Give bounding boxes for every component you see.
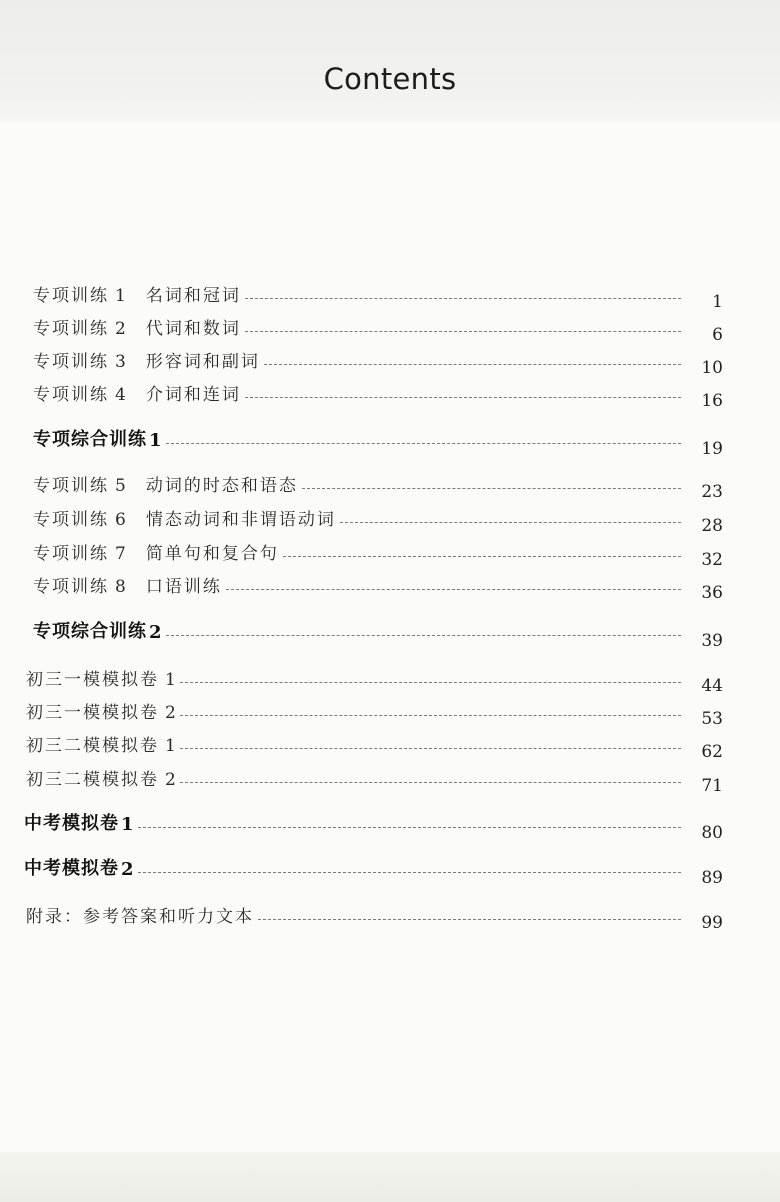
entry-section: 专项训练 bbox=[33, 476, 109, 496]
entry-section: 专项训练 bbox=[33, 352, 109, 372]
entry-number: 3 bbox=[115, 352, 126, 372]
entry-page: 44 bbox=[701, 676, 723, 696]
toc-entry-7[interactable] bbox=[33, 500, 723, 536]
dot-leader bbox=[166, 634, 681, 636]
toc-entry-13[interactable] bbox=[26, 726, 723, 762]
entry-section: 附录：参考答案和听力文本 bbox=[26, 907, 254, 927]
entry-section: 初三一模模拟卷 bbox=[26, 703, 159, 723]
toc-entry-9[interactable] bbox=[33, 567, 723, 603]
toc-entry-8[interactable] bbox=[33, 534, 723, 570]
entry-page: 1 bbox=[712, 292, 723, 312]
toc-entry-14[interactable] bbox=[26, 760, 723, 796]
entry-number: 7 bbox=[115, 544, 126, 564]
entry-page: 53 bbox=[701, 709, 723, 729]
entry-number: 2 bbox=[149, 622, 162, 643]
dot-leader bbox=[245, 297, 681, 299]
entry-number: 2 bbox=[115, 319, 126, 339]
entry-section: 中考模拟卷 bbox=[24, 813, 119, 834]
entry-topic: 介词和连词 bbox=[145, 385, 241, 405]
entry-page: 19 bbox=[701, 439, 723, 459]
entry-section: 专项训练 bbox=[33, 286, 109, 306]
entry-number: 6 bbox=[115, 510, 126, 530]
toc-entry-5[interactable] bbox=[33, 421, 723, 459]
dot-leader bbox=[245, 330, 681, 332]
entry-topic: 简单句和复合句 bbox=[145, 544, 279, 564]
dot-leader bbox=[138, 826, 681, 828]
entry-section: 初三一模模拟卷 bbox=[26, 670, 159, 690]
entry-number: 1 bbox=[165, 670, 176, 690]
entry-section: 专项训练 bbox=[33, 510, 109, 530]
entry-section: 专项训练 bbox=[33, 319, 109, 339]
entry-page: 36 bbox=[701, 583, 723, 603]
dot-leader bbox=[180, 714, 681, 716]
entry-number: 2 bbox=[165, 703, 176, 723]
entry-page: 39 bbox=[701, 631, 723, 651]
entry-number: 1 bbox=[115, 286, 126, 306]
entry-section: 专项训练 bbox=[33, 577, 109, 597]
entry-topic: 形容词和副词 bbox=[145, 352, 260, 372]
entry-section: 专项训练 bbox=[33, 544, 109, 564]
entry-page: 16 bbox=[701, 391, 723, 411]
entry-section: 专项综合训练 bbox=[33, 621, 147, 642]
toc-entry-17[interactable] bbox=[26, 897, 723, 933]
entry-topic: 动词的时态和语态 bbox=[145, 476, 298, 496]
entry-number: 8 bbox=[115, 577, 126, 597]
entry-page: 62 bbox=[701, 742, 723, 762]
entry-number: 1 bbox=[149, 430, 162, 451]
dot-leader bbox=[166, 442, 681, 444]
toc-entry-10[interactable] bbox=[33, 613, 723, 651]
dot-leader bbox=[302, 487, 681, 489]
entry-section: 初三二模模拟卷 bbox=[26, 736, 159, 756]
entry-page: 80 bbox=[701, 823, 723, 843]
entry-number: 4 bbox=[115, 385, 126, 405]
entry-page: 23 bbox=[701, 482, 723, 502]
entry-number: 2 bbox=[165, 770, 176, 790]
entry-number: 1 bbox=[121, 814, 134, 835]
dot-leader bbox=[258, 918, 681, 920]
dot-leader bbox=[138, 871, 681, 873]
entry-page: 71 bbox=[701, 776, 723, 796]
toc-entry-6[interactable] bbox=[33, 466, 723, 502]
dot-leader bbox=[283, 555, 681, 557]
dot-leader bbox=[264, 363, 681, 365]
entry-topic: 口语训练 bbox=[145, 577, 222, 597]
entry-page: 89 bbox=[701, 868, 723, 888]
toc-entry-3[interactable] bbox=[33, 342, 723, 378]
entry-topic: 代词和数词 bbox=[145, 319, 241, 339]
entry-page: 6 bbox=[712, 325, 723, 345]
entry-number: 2 bbox=[121, 859, 134, 880]
entry-section: 初三二模模拟卷 bbox=[26, 770, 159, 790]
entry-page: 10 bbox=[701, 358, 723, 378]
dot-leader bbox=[245, 396, 681, 398]
entry-number: 1 bbox=[165, 736, 176, 756]
entry-page: 99 bbox=[701, 913, 723, 933]
entry-page: 28 bbox=[701, 516, 723, 536]
toc-entry-4[interactable] bbox=[33, 375, 723, 411]
toc-entry-2[interactable] bbox=[33, 309, 723, 345]
toc-entry-15[interactable] bbox=[24, 805, 723, 843]
entry-section: 专项训练 bbox=[33, 385, 109, 405]
toc-entry-11[interactable] bbox=[26, 660, 723, 696]
entry-number: 5 bbox=[115, 476, 126, 496]
dot-leader bbox=[226, 588, 681, 590]
toc-entry-12[interactable] bbox=[26, 693, 723, 729]
page-title: Contents bbox=[323, 62, 457, 96]
dot-leader bbox=[340, 521, 681, 523]
entry-section: 专项综合训练 bbox=[33, 429, 147, 450]
entry-topic: 情态动词和非谓语动词 bbox=[145, 510, 336, 530]
entry-section: 中考模拟卷 bbox=[24, 858, 119, 879]
entry-topic: 名词和冠词 bbox=[145, 286, 241, 306]
dot-leader bbox=[180, 747, 681, 749]
toc-entry-16[interactable] bbox=[24, 850, 723, 888]
dot-leader bbox=[180, 681, 681, 683]
footer-band bbox=[0, 1152, 780, 1202]
entry-page: 32 bbox=[701, 550, 723, 570]
toc-entry-1[interactable] bbox=[33, 276, 723, 312]
dot-leader bbox=[180, 781, 681, 783]
